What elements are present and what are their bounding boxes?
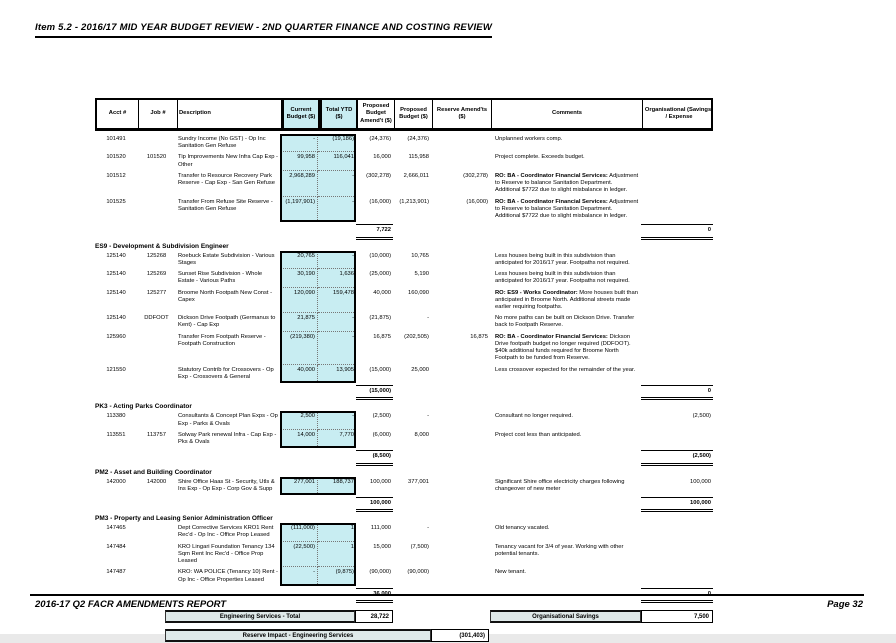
comments-cell — [490, 313, 641, 331]
footer-divider — [30, 594, 864, 596]
organisational-cell: (2,500) — [692, 413, 711, 420]
acct-cell: 113551 — [106, 431, 126, 438]
header-proposed-amendment: Proposed Budget Amend't ($) — [358, 100, 395, 128]
proposed-amendment-cell: (16,000) — [369, 198, 391, 205]
subtotal-amendment-value: (8,500) — [356, 450, 393, 465]
proposed-budget-cell: - — [427, 525, 429, 532]
acct-cell: 101525 — [106, 198, 126, 205]
organisational-cell — [641, 567, 713, 585]
section-rows — [95, 134, 713, 222]
acct-cell: 147484 — [106, 543, 126, 550]
comments-cell — [490, 523, 641, 541]
table-section — [95, 469, 713, 513]
proposed-amendment-cell: (2,500) — [372, 413, 391, 420]
comments-cell — [490, 542, 641, 568]
comments-cell — [490, 567, 641, 585]
proposed-budget-cell: 115,958 — [408, 154, 429, 161]
section-rows — [95, 477, 713, 495]
comment-text: Significant Shire office electricity charges following changeover of new meter — [495, 478, 625, 492]
table-row — [95, 288, 713, 314]
total-ytd-cell: 159,478 — [318, 288, 356, 314]
current-budget-cell: 20,765 — [280, 251, 318, 269]
table-row — [95, 313, 713, 331]
job-cell — [137, 365, 176, 383]
acct-cell: 121550 — [106, 366, 126, 373]
proposed-budget-cell: 2,666,011 — [403, 172, 429, 179]
job-cell — [137, 134, 176, 152]
proposed-amendment-cell: (90,000) — [369, 569, 391, 576]
section-title: PK3 - Acting Parks Coordinator — [95, 403, 192, 411]
description-cell: KRO: WA POLICE (Tenancy 10) Rent - Op Inc - Office Properties Leased — [178, 569, 278, 583]
proposed-amendment-cell: 15,000 — [373, 543, 391, 550]
comments-cell — [490, 171, 641, 197]
table-row — [95, 567, 713, 585]
table-section — [95, 403, 713, 465]
header-reserve-amendments: Reserve Amend'ts ($) — [433, 100, 492, 128]
comment-bold-text: RO: ES9 - Works Coordinator: — [495, 289, 578, 296]
reserve-amendment-cell — [431, 269, 490, 287]
description-cell: Solway Park renewal Infra - Cap Exp - Pks & Ovals — [178, 431, 277, 446]
description-cell: Roebuck Estate Subdivision - Various Stages — [178, 252, 275, 266]
table-row — [95, 171, 713, 197]
totals-row-engineering — [95, 610, 713, 624]
description-cell: Shire Office Haas St - Security, Utls & Ins Exp - Op Exp - Corp Gov & Supp — [178, 478, 275, 492]
subtotal-amendment-value: 7,722 — [356, 224, 393, 239]
description-cell: Consultants & Concept Plan Exps - Op Exp - Parks & Ovals — [178, 413, 278, 427]
header-current-budget: Current Budget ($) — [282, 100, 320, 128]
total-ytd-cell: 188,737 — [318, 477, 356, 495]
proposed-amendment-cell: 40,000 — [373, 289, 391, 296]
organisational-savings-label: Organisational Savings — [490, 610, 641, 623]
current-budget-cell: (111,000) — [280, 523, 318, 541]
description-cell: Statutory Contrib for Crossovers - Op Exp - Crossovers & General — [178, 366, 274, 380]
table-row — [95, 251, 713, 269]
reserve-amendment-cell — [431, 313, 490, 331]
total-ytd-cell: 13,905 — [318, 365, 356, 383]
comment-text: Less houses being built in this subdivision than anticipated for 2016/17 year. Footpaths not required. — [495, 252, 630, 266]
comment-bold-text: RO: BA - Coordinator Financial Services: — [495, 172, 608, 179]
organisational-cell — [641, 152, 713, 170]
proposed-amendment-cell: (21,875) — [369, 315, 391, 322]
organisational-cell — [641, 251, 713, 269]
engineering-total-value: 28,722 — [355, 610, 393, 623]
proposed-budget-cell: 5,190 — [414, 271, 429, 278]
comment-text: Project complete. Exceeds budget. — [495, 154, 585, 161]
job-cell: 125268 — [146, 252, 167, 259]
comments-cell — [490, 332, 641, 365]
proposed-amendment-cell: (10,000) — [369, 252, 391, 259]
subtotal-organisational-value: 0 — [641, 385, 713, 400]
table-row — [95, 430, 713, 448]
organisational-cell — [641, 332, 713, 365]
proposed-budget-cell: 377,001 — [408, 478, 429, 485]
description-cell: Broome North Footpath New Const - Capex — [178, 289, 273, 303]
budget-table — [95, 98, 713, 643]
comments-cell — [490, 365, 641, 383]
total-ytd-cell: (9,875) — [318, 567, 356, 585]
total-ytd-cell: - — [318, 313, 356, 331]
section-title: ES9 - Development & Subdivision Engineer — [95, 242, 229, 250]
table-body — [95, 134, 713, 603]
comment-text: Adjustment to Reserve to balance Sanitation Department. Additional $7722 due to slight misbalance in ledger. — [495, 198, 639, 220]
acct-cell: 147487 — [106, 569, 126, 576]
section-subtotal-row — [95, 223, 713, 239]
comment-text: Old tenancy vacated. — [495, 525, 550, 532]
subtotal-organisational-value: 0 — [641, 224, 713, 239]
comment-bold-text: RO: BA - Coordinator Financial Services: — [495, 333, 608, 340]
comment-text: Less crossover expected for the remainder of the year. — [495, 366, 636, 373]
header-proposed-budget: Proposed Budget ($) — [395, 100, 433, 128]
current-budget-cell: 14,000 — [280, 430, 318, 448]
table-row — [95, 411, 713, 429]
comment-text: Consultant no longer required. — [495, 413, 573, 420]
reserve-amendment-cell — [431, 152, 490, 170]
header-description: Description — [178, 100, 282, 128]
reserve-amendment-cell — [431, 365, 490, 383]
proposed-budget-cell: 10,765 — [411, 252, 429, 259]
reserve-impact-value: (301,403) — [431, 629, 489, 642]
organisational-cell — [641, 542, 713, 568]
section-rows — [95, 523, 713, 586]
comments-cell — [490, 197, 641, 223]
description-cell: KRO Lingari Foundation Tenancy 134 Sqm Rent Inc Rec'd - Office Prop Leased — [178, 543, 275, 565]
header-total-ytd: Total YTD ($) — [320, 100, 358, 128]
current-budget-cell: - — [280, 567, 318, 585]
table-header — [95, 98, 713, 131]
subtotal-amendment-value: 100,000 — [356, 497, 393, 512]
description-cell: Transfer From Footpath Reserve - Footpath Construction — [178, 333, 266, 347]
organisational-cell — [641, 269, 713, 287]
comments-cell — [490, 269, 641, 287]
current-budget-cell: 277,001 — [280, 477, 318, 495]
table-row — [95, 134, 713, 152]
job-cell — [137, 171, 176, 197]
organisational-savings-value: 7,500 — [641, 610, 713, 623]
acct-cell: 101512 — [106, 172, 126, 179]
organisational-cell: 100,000 — [690, 478, 711, 485]
comment-text: Dickson Drive footpath budget no longer required (DDFOOT). $40k additional funds required for Broome North Footpath to be funded from Reserve. — [495, 333, 631, 362]
table-row — [95, 365, 713, 383]
job-cell — [137, 542, 176, 568]
description-cell: Transfer From Refuse Site Reserve - Sanitation Gen Refuse — [178, 198, 273, 212]
engineering-total-label: Engineering Services - Total — [165, 610, 355, 623]
job-cell — [137, 567, 176, 585]
section-rows — [95, 251, 713, 384]
job-cell: 125269 — [146, 271, 167, 278]
reserve-impact-label: Reserve Impact - Engineering Services — [165, 629, 431, 642]
organisational-cell — [641, 313, 713, 331]
job-cell: 113757 — [147, 431, 166, 438]
header-job: Job # — [139, 100, 178, 128]
comments-cell — [490, 134, 641, 152]
section-title: PM3 - Property and Leasing Senior Administration Officer — [95, 515, 273, 523]
acct-cell: 125140 — [106, 289, 126, 296]
total-ytd-cell: 1,636 — [318, 269, 356, 287]
total-ytd-cell: (19,186) — [318, 134, 356, 152]
acct-cell: 125140 — [106, 252, 126, 259]
comment-text: No more paths can be built on Dickson Drive. Transfer back to Footpath Reserve. — [495, 315, 635, 329]
comments-cell — [490, 251, 641, 269]
proposed-budget-cell: 160,090 — [408, 289, 429, 296]
description-cell: Dickson Drive Footpath (Germanus to Kent) - Cap Exp — [178, 315, 276, 329]
organisational-cell — [641, 171, 713, 197]
proposed-amendment-cell: (25,000) — [369, 271, 391, 278]
proposed-amendment-cell: 16,875 — [373, 333, 391, 340]
current-budget-cell: (219,380) — [280, 332, 318, 365]
comment-text: Adjustment to Reserve to balance Sanitation Department. Additional $7722 due to slight misbalance in ledger. — [495, 172, 639, 194]
current-budget-cell: (1,197,901) — [280, 197, 318, 223]
total-ytd-cell: 116,041 — [318, 152, 356, 170]
reserve-amendment-cell — [431, 134, 490, 152]
proposed-budget-cell: - — [427, 315, 429, 322]
current-budget-cell: (22,500) — [280, 542, 318, 568]
table-section — [95, 515, 713, 603]
proposed-amendment-cell: (15,000) — [369, 366, 391, 373]
comments-cell — [490, 430, 641, 448]
organisational-cell — [641, 523, 713, 541]
current-budget-cell: 2,500 — [280, 411, 318, 429]
section-subtotal-row — [95, 384, 713, 400]
header-comments: Comments — [492, 100, 643, 128]
comment-text: Unplanned workers comp. — [495, 136, 563, 142]
job-cell: 125277 — [146, 289, 167, 296]
reserve-amendment-cell — [431, 542, 490, 568]
current-budget-cell: 120,090 — [280, 288, 318, 314]
reserve-amendment-cell — [431, 411, 490, 429]
header-organisational: Organisational (Savings) / Expense — [644, 106, 714, 120]
acct-cell: 125140 — [106, 315, 126, 322]
table-row — [95, 477, 713, 495]
total-ytd-cell: - — [318, 197, 356, 223]
proposed-amendment-cell: (6,000) — [372, 431, 391, 438]
total-ytd-cell: 1 — [318, 523, 356, 541]
page-number: Page 32 — [827, 599, 863, 610]
table-section — [95, 243, 713, 401]
job-cell — [137, 197, 176, 223]
organisational-cell — [641, 288, 713, 314]
current-budget-cell: - — [280, 134, 318, 152]
description-cell: Sundry Income (No GST) - Op Inc Sanitation Gen Refuse — [178, 136, 266, 150]
proposed-amendment-cell: (302,278) — [366, 172, 391, 179]
reserve-amendment-cell: (16,000) — [466, 198, 488, 205]
table-row — [95, 523, 713, 541]
organisational-cell — [641, 197, 713, 223]
comment-bold-text: RO: BA - Coordinator Financial Services: — [495, 198, 608, 205]
table-section — [95, 134, 713, 240]
comments-cell — [490, 477, 641, 495]
proposed-budget-cell: (1,213,901) — [399, 198, 429, 205]
organisational-cell — [641, 134, 713, 152]
table-row — [95, 197, 713, 223]
comment-text: Tenancy vacant for 3/4 of year. Working with other potential tenants. — [495, 543, 624, 557]
proposed-budget-cell: - — [427, 413, 429, 420]
description-cell: Dept Corrective Services KRO1 Rent Rec'd - Op Inc - Office Prop Leased — [178, 525, 274, 539]
acct-cell: 142000 — [106, 478, 126, 485]
proposed-budget-cell: (24,376) — [407, 136, 429, 142]
reserve-amendment-cell: 16,875 — [470, 333, 488, 340]
comments-cell — [490, 152, 641, 170]
comment-text: Less houses being built in this subdivision than anticipated for 2016/17 year. Footpaths not required. — [495, 271, 630, 285]
header-acct: Acct # — [97, 100, 139, 128]
acct-cell: 147465 — [106, 525, 126, 532]
acct-cell: 125960 — [106, 333, 126, 340]
total-ytd-cell: 7,770 — [318, 430, 356, 448]
reserve-amendment-cell: (302,278) — [463, 172, 488, 179]
subtotal-organisational-value: (2,500) — [641, 450, 713, 465]
subtotal-organisational-value: 0 — [641, 588, 713, 603]
organisational-cell — [641, 365, 713, 383]
proposed-amendment-cell: 111,000 — [370, 525, 391, 532]
job-cell: DDFOOT — [144, 315, 169, 322]
job-cell: 101520 — [146, 154, 167, 161]
section-title: PM2 - Asset and Building Coordinator — [95, 468, 212, 476]
reserve-amendment-cell — [431, 288, 490, 314]
comments-cell — [490, 411, 641, 429]
reserve-amendment-cell — [431, 251, 490, 269]
current-budget-cell: 40,000 — [280, 365, 318, 383]
total-ytd-cell: - — [318, 251, 356, 269]
description-cell: Sunset Rise Subdivision - Whole Estate - Various Paths — [178, 271, 263, 285]
job-cell: 142000 — [146, 478, 167, 485]
comment-text: New tenant. — [495, 569, 526, 576]
current-budget-cell: 99,958 — [280, 152, 318, 170]
proposed-budget-cell: 25,000 — [411, 366, 429, 373]
footer-report-name: 2016-17 Q2 FACR AMENDMENTS REPORT — [35, 599, 227, 610]
section-subtotal-row — [95, 496, 713, 512]
reserve-amendment-cell — [431, 477, 490, 495]
proposed-budget-cell: (7,500) — [410, 543, 429, 550]
subtotal-amendment-value: 36,000 — [356, 588, 393, 603]
subtotal-organisational-value: 100,000 — [641, 497, 713, 512]
proposed-amendment-cell: 16,000 — [373, 154, 391, 161]
total-ytd-cell: - — [318, 171, 356, 197]
reserve-amendment-cell — [431, 430, 490, 448]
current-budget-cell: 30,190 — [280, 269, 318, 287]
acct-cell: 101491 — [106, 136, 126, 142]
description-cell: Transfer to Resource Recovery Park Reserve - Cap Exp - San Gen Refuse — [178, 172, 275, 187]
subtotal-amendment-value: (15,000) — [356, 385, 393, 400]
current-budget-cell: 21,875 — [280, 313, 318, 331]
comment-text: Project cost less than anticipated. — [495, 431, 582, 438]
reserve-amendment-cell — [431, 567, 490, 585]
table-row — [95, 269, 713, 287]
proposed-budget-cell: (202,505) — [404, 333, 429, 340]
section-subtotal-row — [95, 449, 713, 465]
section-rows — [95, 411, 713, 448]
comment-text: More houses built than anticipated in Broome North. Additional streets made earlier requiring footpaths. — [495, 289, 638, 310]
proposed-budget-cell: 8,000 — [414, 431, 429, 438]
organisational-cell — [641, 430, 713, 448]
page-title: Item 5.2 - 2016/17 MID YEAR BUDGET REVIEW - 2ND QUARTER FINANCE AND COSTING REVIEW — [35, 22, 492, 38]
proposed-amendment-cell: (24,376) — [369, 136, 391, 142]
proposed-budget-cell: (90,000) — [407, 569, 429, 576]
total-ytd-cell: - — [318, 332, 356, 365]
total-ytd-cell: 1 — [318, 542, 356, 568]
table-row — [95, 332, 713, 365]
job-cell — [137, 523, 176, 541]
job-cell — [137, 332, 176, 365]
table-row — [95, 152, 713, 170]
job-cell — [137, 411, 176, 429]
acct-cell: 125140 — [106, 271, 126, 278]
current-budget-cell: 2,968,289 — [280, 171, 318, 197]
description-cell: Tip Improvements New Infra Cap Exp - Other — [178, 154, 278, 168]
acct-cell: 101520 — [106, 154, 126, 161]
totals-row-reserve-impact — [95, 629, 713, 643]
total-ytd-cell: - — [318, 411, 356, 429]
comments-cell — [490, 288, 641, 314]
acct-cell: 113380 — [106, 413, 126, 420]
proposed-amendment-cell: 100,000 — [370, 478, 391, 485]
table-row — [95, 542, 713, 568]
reserve-amendment-cell — [431, 523, 490, 541]
